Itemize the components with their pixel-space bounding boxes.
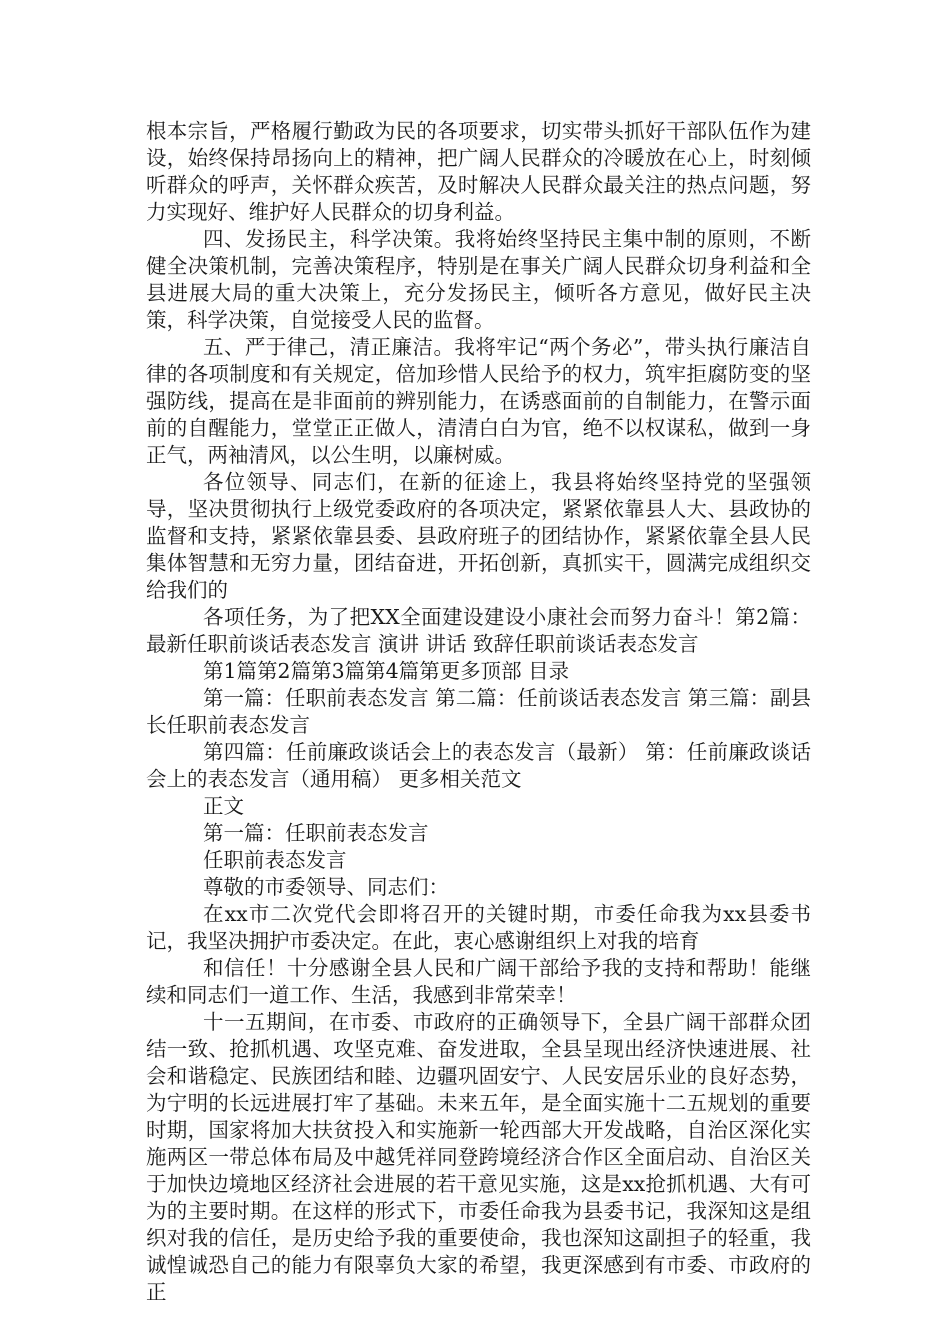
- section-heading: 任职前表态发言: [203, 848, 347, 872]
- paragraph: 五、严于律己，清正廉洁。我将牢记“两个务必”，带头执行廉洁自律的各项制度和有关规定，倍加珍惜人民给予的权力，筑牢拒腐防变的坚强防线，提高在是非面前的辨别能力，在诱惑面前的自制能力，在警示面前的自醒能力，堂堂正正做人，清清白白为官，绝不以权谋私，做到一身正气，两袖清风，以公生明，以廉树威。: [146, 335, 811, 467]
- paragraph: 第四篇：任前廉政谈话会上的表态发言（最新） 第：任前廉政谈话会上的表态发言（通用稿） 更多相关范文: [146, 740, 811, 791]
- document-page: [146, 118, 811, 1306]
- paragraph: 和信任！十分感谢全县人民和广阔干部给予我的支持和帮助！能继续和同志们一道工作、生活，我感到非常荣幸！: [146, 956, 811, 1007]
- paragraph: 第一篇：任职前表态发言 第二篇：任前谈话表态发言 第三篇：副县长任职前表态发言: [146, 686, 811, 737]
- section-heading: 正文: [203, 794, 244, 818]
- paragraph: 第1篇第2篇第3篇第4篇第更多顶部 目录: [203, 659, 570, 683]
- paragraph: 十一五期间，在市委、市政府的正确领导下，全县广阔干部群众团结一致、抢抓机遇、攻坚克难、奋发进取，全县呈现出经济快速进展、社会和谐稳定、民族团结和睦、边疆巩固安宁、人民安居乐业的良好态势，为宁明的长远进展打牢了基础。未来五年，是全面实施十二五规划的重要时期，国家将加大扶贫投入和实施新一轮西部大开发战略，自治区深化实施两区一带总体布局及中越凭祥同登跨境经济合作区全面启动、自治区关于加快边境地区经济社会进展的若干意见实施，这是xx抢抓机遇、大有可为的主要时期。在这样的形式下，市委任命我为县委书记，我深知这是组织对我的信任，是历史给予我的重要使命，我也深知这副担子的轻重，我诚惶诚恐自己的能力有限辜负大家的希望，我更深感到有市委、市政府的正: [146, 1010, 811, 1304]
- section-heading: 第一篇：任职前表态发言: [203, 821, 429, 845]
- salutation: 尊敬的市委领导、同志们：: [203, 875, 449, 899]
- paragraph: 各项任务，为了把XX全面建设建设小康社会而努力奋斗！第2篇：最新任职前谈话表态发言 演讲 讲话 致辞任职前谈话表态发言: [146, 605, 811, 656]
- paragraph: 各位领导、同志们，在新的征途上，我县将始终坚持党的坚强领导，坚决贯彻执行上级党委政府的各项决定，紧紧依靠县人大、县政协的监督和支持，紧紧依靠县委、县政府班子的团结协作，紧紧依靠全县人民集体智慧和无穷力量，团结奋进，开拓创新，真抓实干，圆满完成组织交给我们的: [146, 470, 811, 602]
- paragraph: 四、发扬民主，科学决策。我将始终坚持民主集中制的原则，不断健全决策机制，完善决策程序，特别是在事关广阔人民群众切身利益和全县进展大局的重大决策上，充分发扬民主，倾听各方意见，做好民主决策，科学决策，自觉接受人民的监督。: [146, 227, 811, 332]
- paragraph: 根本宗旨，严格履行勤政为民的各项要求，切实带头抓好干部队伍作为建设，始终保持昂扬向上的精神，把广阔人民群众的冷暖放在心上，时刻倾听群众的呼声，关怀群众疾苦，及时解决人民群众最关注的热点问题，努力实现好、维护好人民群众的切身利益。: [146, 119, 811, 224]
- paragraph: 在xx市二次党代会即将召开的关键时期，市委任命我为xx县委书记，我坚决拥护市委决定。在此，衷心感谢组织上对我的培育: [146, 902, 811, 953]
